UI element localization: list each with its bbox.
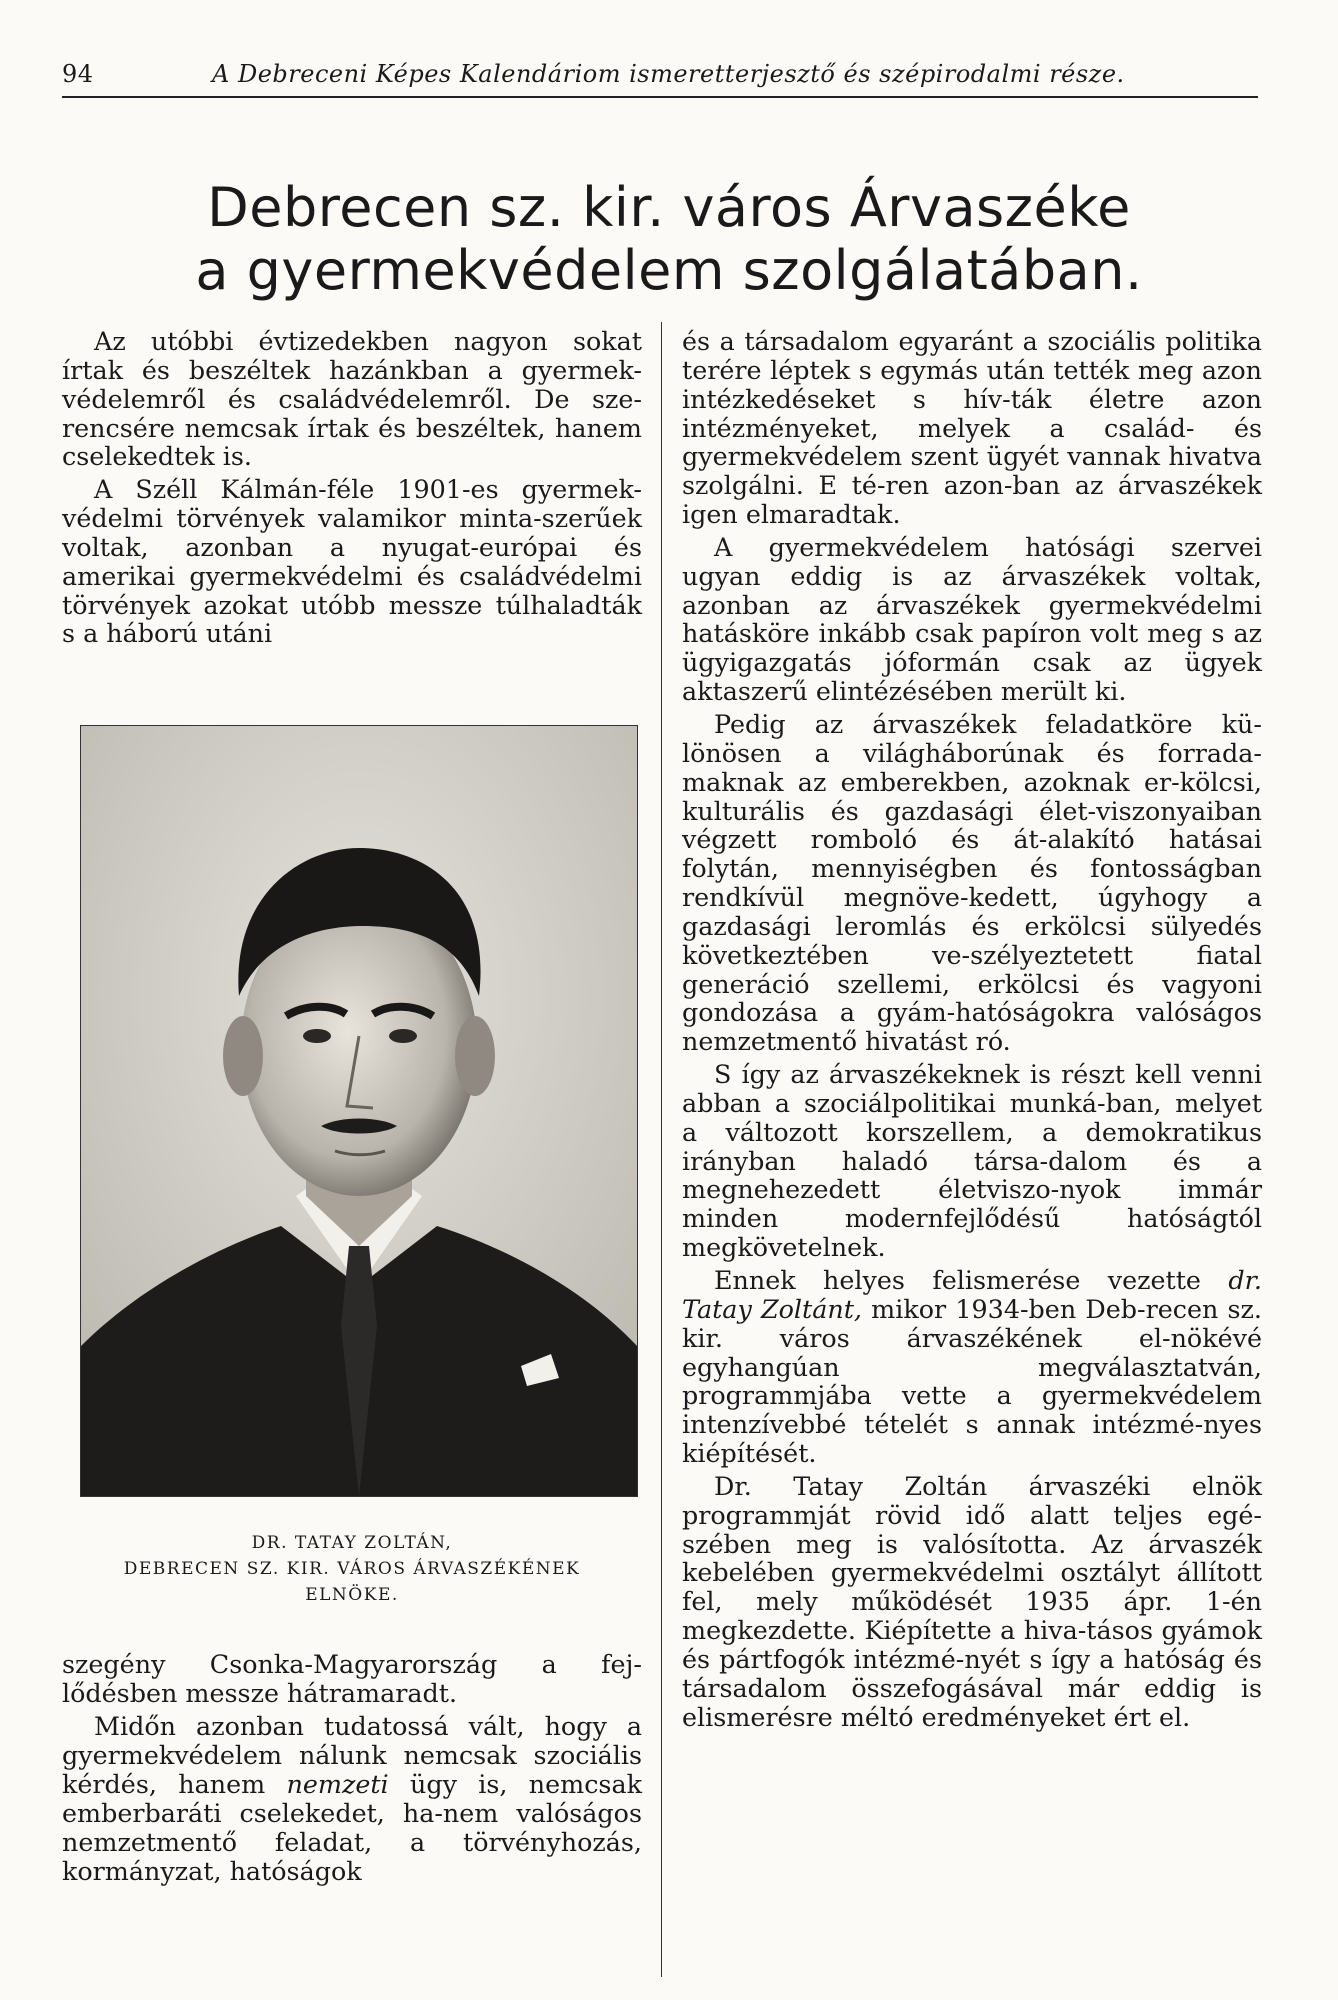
- photo-caption: [62, 1530, 642, 1608]
- caption-line-2: DEBRECEN SZ. KIR. VÁROS ÁRVASZÉKÉNEK: [123, 1559, 581, 1579]
- right-paragraph-3: Pedig az árvaszékek feladatköre kü-lönösen a világháborúnak és forrada-maknak az emberekben, azoknak er-kölcsi, kulturális és gazdasági élet-viszonyaiban végzett romboló és át-alakító hatásai folytán, mennyiségben és fontosságban rendkívül megnöve-kedett, úgyhogy a gazdasági leromlás és erkölcsi sülyedés következtében ve-szélyeztetett fiatal generáció szellemi, erkölcsi és vagyoni gondozása a gyám-hatóságokra valóságos nemzetmentő hivatást ró.: [682, 708, 1262, 1057]
- right-paragraph-5-b: mikor 1934-ben Deb-recen sz. kir. város árvaszékének el-nökévé egyhangúan megválasztatván, programmjába vette a gyermekvédelem intenzívebbé tételét s annak intézmé-nyes kiépítését.: [682, 1293, 1262, 1469]
- left-paragraph-2: A Széll Kálmán-féle 1901-es gyermek-védelmi törvények valamikor minta-szerűek voltak, azonban a nyugat-európai és amerikai gyermekvédelmi és családvédelmi törvények azokat utóbb messze túlhaladták s a háború utáni: [62, 474, 642, 649]
- column-divider: [661, 322, 662, 1977]
- left-paragraph-4-a: Midőn azonban tudatossá vált, hogy a gyermekvédelem nálunk nemcsak szociális kérdés, hanem: [62, 1711, 642, 1799]
- right-column: [682, 327, 1262, 1736]
- left-column: [62, 327, 642, 652]
- left-paragraph-4-b: ügy is, nemcsak emberbaráti cselekedet, ha-nem valóságos nemzetmentő feladat, a törvényhozás, kormányzat, hatóságok: [62, 1769, 642, 1886]
- article-title: [0, 176, 1338, 302]
- right-paragraph-4: S így az árvaszékeknek is részt kell venni abban a szociálpolitikai munká-ban, melyet a változott korszellem, a demokratikus irányban haladó társa-dalom és a megnehezedett életviszo-nyok immár minden modernfejlődésű hatóságtól megkövetelnek.: [682, 1059, 1262, 1263]
- right-paragraph-1: és a társadalom egyaránt a szociális politika terére léptek s egymás után tették meg azon intézkedéseket s hív-ták életre azon intézményeket, melyek a család- és gyermekvédelem szent ügyét vannak hivatva szolgálni. E té-ren azon-ban az árvaszékek igen elmaradtak.: [682, 326, 1262, 530]
- left-paragraph-3: szegény Csonka-Magyarország a fej-lődésben messze hátramaradt.: [62, 1649, 642, 1708]
- right-paragraph-5-a: Ennek helyes felismerése vezette: [714, 1265, 1229, 1295]
- right-paragraph-2: A gyermekvédelem hatósági szervei ugyan eddig is az árvaszékek voltak, azonban az árvaszékek gyermekvédelmi hatásköre inkább csak papíron volt meg s az ügyigazgatás jóformán csak az ügyek aktaszerű elintézésében merült ki.: [682, 531, 1262, 707]
- right-paragraph-5: [682, 1266, 1262, 1468]
- left-paragraph-4-emphasis: nemzeti: [286, 1769, 389, 1799]
- left-column-lower: [62, 1650, 642, 1890]
- running-header: [62, 56, 1258, 98]
- article-title-line-1: Debrecen sz. kir. város Árvaszéke: [207, 176, 1131, 239]
- caption-line-1: DR. TATAY ZOLTÁN,: [251, 1533, 453, 1553]
- article-title-line-2: a gyermekvédelem szolgálatában.: [195, 239, 1143, 302]
- left-paragraph-1: Az utóbbi évtizedekben nagyon sokat írtak és beszéltek hazánkban a gyermek-védelemről és családvédelemről. De sze-rencsére nemcsak írtak és beszéltek, hanem cselekedtek is.: [62, 326, 642, 472]
- caption-line-3: ELNÖKE.: [305, 1585, 399, 1605]
- portrait-illustration: [81, 726, 637, 1496]
- page-number: 94: [62, 60, 94, 88]
- right-paragraph-6: Dr. Tatay Zoltán árvaszéki elnök programmját rövid idő alatt teljes egé-szében meg is valósította. Az árvaszék kebelében gyermekvédelmi osztályt állított fel, mely működését 1935 ápr. 1-én megkezdette. Kiépítette a hiva-tásos gyámok és pártfogók intézmé-nyét s így a hatóság és társadalom összefogásával már eddig is elismerésre méltó eredményeket ért el.: [682, 1470, 1262, 1732]
- left-paragraph-4: [62, 1712, 642, 1886]
- running-title: A Debreceni Képes Kalendáriom ismeretterjesztő és szépirodalmi része.: [212, 60, 1125, 88]
- right-paragraph-5-emphasis: dr. Tatay Zoltánt,: [682, 1265, 1262, 1324]
- portrait-photo: [80, 725, 638, 1497]
